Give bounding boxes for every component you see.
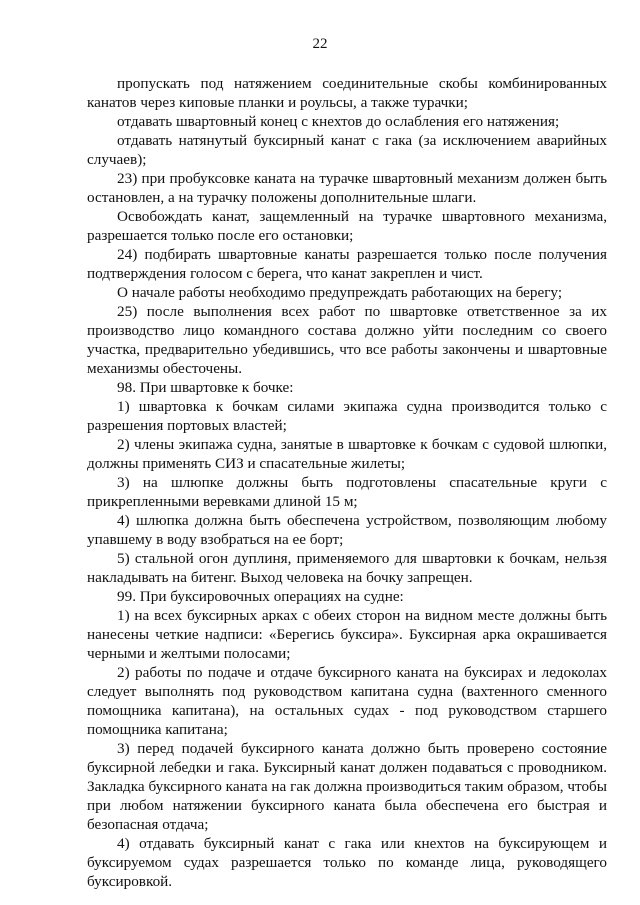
- paragraph-1: пропускать под натяжением соединительные скобы комбинированных канатов через киповые планки и роульсы, а также турачки;: [87, 75, 607, 111]
- page-number: 22: [312, 36, 328, 52]
- paragraph-4: 23) при пробуксовке каната на турачке швартовный механизм должен быть остановлен, а на турачку положены дополнительные шлаги.: [87, 170, 607, 206]
- paragraph-16: 1) на всех буксирных арках с обеих сторон на видном месте должны быть нанесены четкие надписи: «Берегись буксира». Буксирная арка окрашивается черными и желтыми полосами;: [87, 607, 607, 662]
- paragraph-11: 2) члены экипажа судна, занятые в швартовке к бочкам с судовой шлюпки, должны применять СИЗ и спасательные жилеты;: [87, 436, 607, 472]
- paragraph-13: 4) шлюпка должна быть обеспечена устройством, позволяющим любому упавшему в воду взобраться на ее борт;: [87, 512, 607, 548]
- paragraph-17: 2) работы по подаче и отдаче буксирного каната на буксирах и ледоколах следует выполнять под руководством капитана судна (вахтенного сменного помощника капитана), на остальных судах - под руководством старшего помощника капитана;: [87, 664, 607, 738]
- paragraph-14: 5) стальной огон дуплиня, применяемого для швартовки к бочкам, нельзя накладывать на битенг. Выход человека на бочку запрещен.: [87, 550, 607, 586]
- paragraph-8: 25) после выполнения всех работ по швартовке ответственное за их производство лицо командного состава должно уйти последним со своего участка, предварительно убедившись, что все работы закончены и швартовные механизмы обесточены.: [87, 303, 607, 377]
- paragraph-2: отдавать швартовный конец с кнехтов до ослабления его натяжения;: [117, 113, 560, 130]
- paragraph-3: отдавать натянутый буксирный канат с гака (за исключением аварийных случаев);: [87, 132, 607, 168]
- section-heading-98: 98. При швартовке к бочке:: [117, 379, 294, 396]
- paragraph-7: О начале работы необходимо предупреждать работающих на берегу;: [117, 284, 563, 301]
- paragraph-5: Освобождать канат, защемленный на турачке швартовного механизма, разрешается только после его остановки;: [87, 208, 607, 244]
- paragraph-10: 1) швартовка к бочкам силами экипажа судна производится только с разрешения портовых властей;: [87, 398, 607, 434]
- paragraph-18: 3) перед подачей буксирного каната должно быть проверено состояние буксирной лебедки и гака. Буксирный канат должен подаваться с проводником. Закладка буксирного каната на гак должна производиться таким образом, чтобы при любом натяжении буксирного каната была обеспечена его быстрая и безопасная отдача;: [87, 740, 607, 833]
- section-heading-99: 99. При буксировочных операциях на судне:: [117, 588, 404, 605]
- paragraph-6: 24) подбирать швартовные канаты разрешается только после получения подтверждения голосом с берега, что канат закреплен и чист.: [87, 246, 607, 282]
- paragraph-12: 3) на шлюпке должны быть подготовлены спасательные круги с прикрепленными веревками длиной 15 м;: [87, 474, 607, 510]
- paragraph-19: 4) отдавать буксирный канат с гака или кнехтов на буксирующем и буксируемом судах разрешается только по команде лица, руководящего буксировкой.: [87, 835, 607, 890]
- document-body: [87, 74, 607, 891]
